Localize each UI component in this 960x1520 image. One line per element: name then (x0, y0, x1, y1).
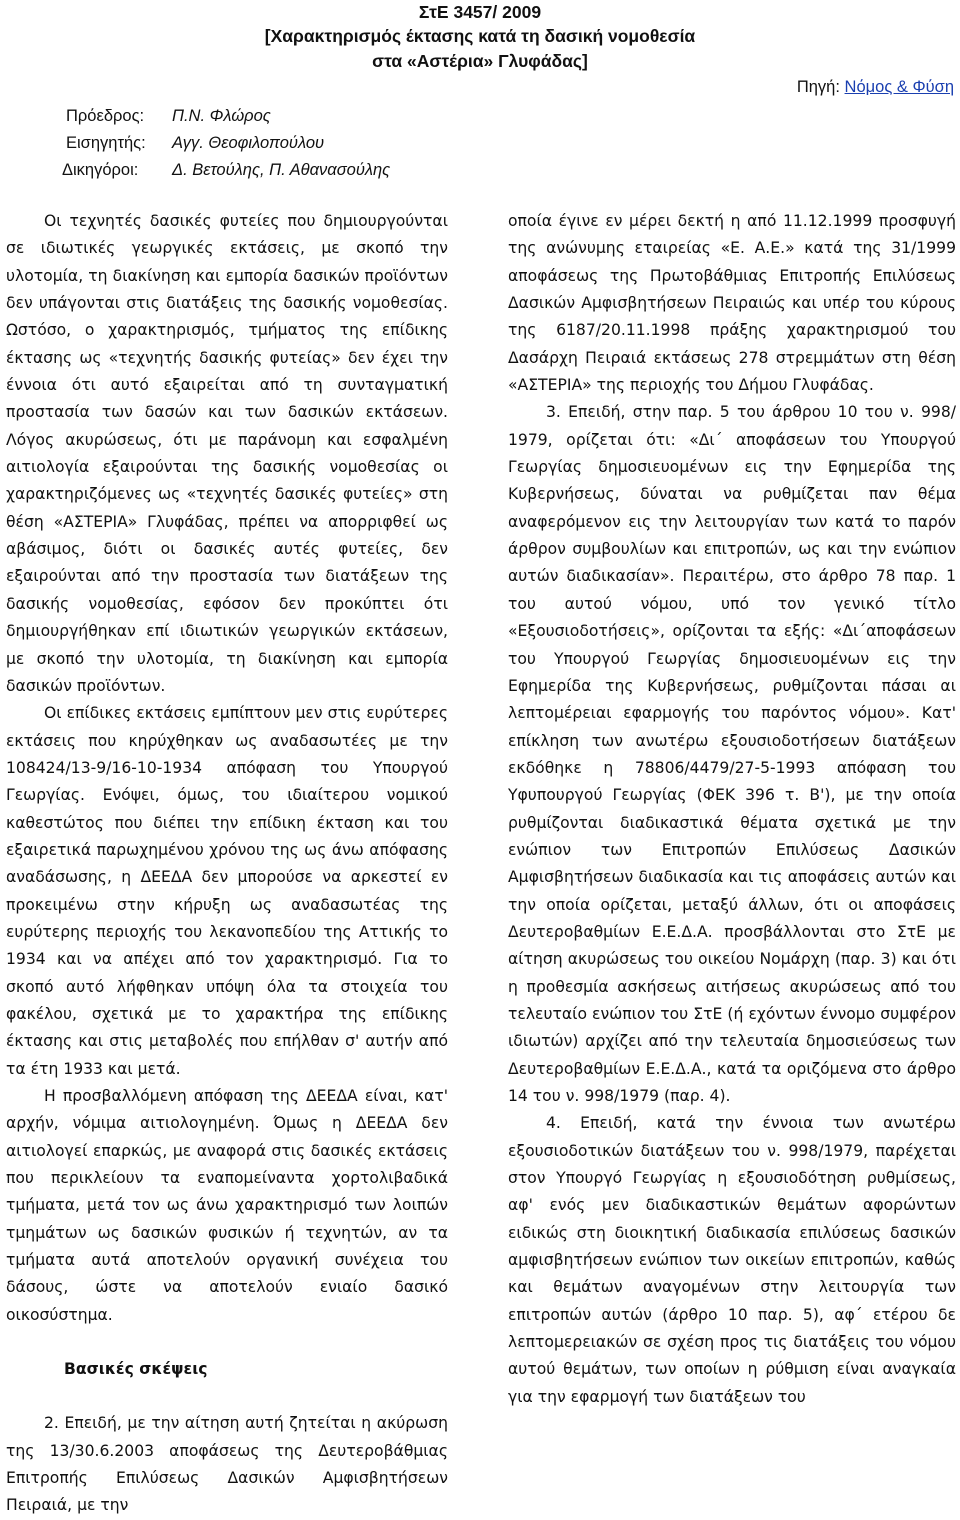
case-subtitle-1: [Χαρακτηρισμός έκτασης κατά τη δασική νομοθεσία (264, 26, 696, 46)
summary-paragraph-2: Οι επίδικες εκτάσεις εμπίπτουν μεν στις ευρύτερες εκτάσεις που κηρύχθηκαν ως αναδασωτέες με την 108424/13-9/16-10-1934 απόφαση του Υπουργού Γεωργίας. Ενόψει, όμως, του ιδιαίτερου νομικού καθεστώτος που διέπει την επίδικη έκταση και του εξαιρετικά παρωχημένου χρόνου της ως άνω απόφασης αναδάσωσης, η ΔΕΕΔΑ δεν μπορούσε να αρκεστεί εν προκειμένω στην κήρυξη ως αναδασωτέας της ευρύτερης περιοχής του λεκανοπεδίου της Αττικής το 1934 και να απέχει από τον χαρακτηρισμό. Για το σκοπό αυτό λήφθηκαν υπόψη όλα τα στοιχεία του φακέλου, σχετικά με το χαρακτήρα της επίδικης έκτασης και στις μεταβολές που επήλθαν σ' αυτήν από τα έτη 1933 και μετά. (6, 704, 448, 1078)
right-column (508, 208, 956, 1411)
meta-value: Π.Ν. Φλώρος (172, 107, 271, 125)
reasoning-paragraph-2-cont: οποία έγινε εν μέρει δεκτή η από 11.12.1999 προσφυγή της ανώνυμης εταιρείας «Ε. Α.Ε.» κατά της 31/1999 αποφάσεως της Πρωτοβάθμιας Επιτροπής Επιλύσεως Δασικών Αμφισβητήσεων Πειραιώς και υπέρ του κύρους της 6187/20.11.1998 πράξης χαρακτηρισμού του Δασάρχη Πειραιά εκτάσεως 278 στρεμμάτων στη θέση «ΑΣΤΕΡΙΑ» της περιοχής του Δήμου Γλυφάδας. (508, 212, 956, 395)
source-label: Πηγή: (796, 78, 840, 96)
section-heading: Βασικές σκέψεις (64, 1360, 208, 1379)
summary-paragraph-1: Οι τεχνητές δασικές φυτείες που δημιουργούνται σε ιδιωτικές γεωργικές εκτάσεις, με σκοπό την υλοτομία, τη διακίνηση και εμπορία δασικών προϊόντων δεν υπάγονται στις διατάξεις της δασικής νομοθεσίας. Ωστόσο, ο χαρακτηρισμός, τμήματος της επίδικης έκτασης ως «τεχνητής δασικής φυτείας» δεν έχει την έννοια ότι αυτό εξαιρείται από τη συνταγματική προστασία των δασών και των δασικών εκτάσεων. Λόγος ακυρώσεως, ότι με παράνομη και εσφαλμένη αιτιολογία εξαιρούνται της δασικής νομοθεσίας οι χαρακτηριζόμενες ως «τεχνητές δασικές φυτείες» στη θέση «ΑΣΤΕΡΙΑ» Γλυφάδας, πρέπει να απορριφθεί ως αβάσιμος, διότι οι δασικές αυτές φυτείες, δεν εξαιρούνται από την προστασία των διατάξεων της δασικής νομοθεσίας, εφόσον δεν προκύπτει ότι δημιουργήθηκαν επί ιδιωτικών γεωργικών εκτάσεων, με σκοπό την υλοτομία, τη διακίνηση και εμπορία δασικών προϊόντων. (6, 212, 448, 695)
meta-label: Εισηγητής: (66, 134, 146, 152)
source (797, 78, 954, 97)
case-subtitle-2: στα «Αστέρια» Γλυφάδας] (372, 51, 588, 71)
source-link[interactable]: Νόμος & Φύση (844, 78, 954, 96)
reasoning-paragraph-4: 4. Επειδή, κατά την έννοια των ανωτέρω εξουσιοδοτικών διατάξεων του ν. 998/1979, παρέχεται στον Υπουργό Γεωργίας η εξουσιοδότηση ρυθμίσεως, αφ' ενός μεν διαδικαστικών θεμάτων αφορώντων ειδικώς στη διοικητική διαδικασία επιλύσεως δασικών αμφισβητήσεων ενώπιον των οικείων επιτροπών, καθώς και θεμάτων αναγομένων στην λειτουργία των επιτροπών αυτών (άρθρο 10 παρ. 5), αφ΄ ετέρου δε λεπτομερειακών σε σχέση προς τις διατάξεις του νόμου αυτού θεμάτων, των οποίων η ρύθμιση είναι αναγκαία για την εφαρμογή των διατάξεων του (508, 1114, 956, 1406)
summary-paragraph-3: Η προσβαλλόμενη απόφαση της ΔΕΕΔΑ είναι, κατ' αρχήν, νόμιμα αιτιολογημένη. Όμως η ΔΕΕΔΑ δεν αιτιολογεί επαρκώς, με αναφορά στις δασικές εκτάσεις που περικλείουν τα εναπομείναντα χορτολιβαδικά τμήματα, μετά τον ως άνω χαρακτηρισμό των λοιπών τμημάτων ως δασικών φυσικών ή τεχνητών, αν τα τμήματα αυτά αποτελούν οργανική συνέχεια του δάσους, ώστε να αποτελούν ενιαίο δασικό οικοσύστημα. (6, 1087, 448, 1324)
reasoning-paragraph-3: 3. Επειδή, στην παρ. 5 του άρθρου 10 του ν. 998/ 1979, ορίζεται ότι: «Δι΄ αποφάσεων του Υπουργού Γεωργίας δημοσιευομένων εις την Εφημερίδα της Κυβερνήσεως, δύναται να ρυθμίζεται παν θέμα αναφερόμενον εις την λειτουργίαν των κατά το παρόν άρθρον συμβουλίων και επιτροπών, ως και την ενώπιον αυτών διαδικασίαν». Περαιτέρω, στο άρθρο 78 παρ. 1 του αυτού νόμου, υπό τον γενικό τίτλο «Εξουσιοδοτήσεις», ορίζονται τα εξής: «Δι΄αποφάσεων του Υπουργού Γεωργίας δημοσιευομένων εις την Εφημερίδα της Κυβερνήσεως, ρυθμίζονται πάσαι αι λεπτομέρειαι εφαρμογής του παρόντος νόμου». Κατ' επίκληση των ανωτέρω εξουσιοδοτήσεων διατάξεων εκδόθηκε η 78806/4479/27-5-1993 απόφαση του Υφυπουργού Γεωργίας (ΦΕΚ 396 τ. Β'), με την οποία ρυθμίζονται διαδικαστικά θέματα σχετικά με την ενώπιον των Επιτροπών Επιλύσεως Δασικών Αμφισβητήσεων διαδικασία και τις αποφάσεις αυτών και την οποία ορίζεται, μεταξύ άλλων, ότι οι αποφάσεις Δευτεροβαθμίων Ε.Ε.Δ.Α. προσβάλλονται στο ΣτΕ με αίτηση ακυρώσεως του οικείου Νομάρχη (παρ. 3) και ότι η προθεσμία ασκήσεως αιτήσεως ακυρώσεως από του τελευταίο ενώπιον του ΣτΕ (ή εχόντων έννομο συμφέρον ιδιωτών) αρχίζει από την τελευταία δημοσιεύσεως των Δευτεροβαθμίων Ε.Ε.Δ.Α., κατά τα οριζόμενα στο άρθρο 14 του ν. 998/1979 (παρ. 4). (508, 403, 956, 1105)
meta-label: Δικηγόροι: (62, 161, 139, 179)
reasoning-paragraph-2: 2. Επειδή, με την αίτηση αυτή ζητείται η ακύρωση της 13/30.6.2003 αποφάσεως της Δευτεροβάθμιας Επιτροπής Επιλύσεως Δασικών Αμφισβητήσεων Πειραιά, με την (6, 1414, 448, 1515)
case-number: ΣτΕ 3457/ 2009 (418, 2, 542, 22)
left-column (6, 208, 448, 1520)
meta-label: Πρόεδρος: (66, 107, 145, 125)
meta-value: Δ. Βετούλης, Π. Αθανασούλης (172, 161, 391, 179)
meta-value: Αγγ. Θεοφιλοπούλου (172, 134, 325, 152)
